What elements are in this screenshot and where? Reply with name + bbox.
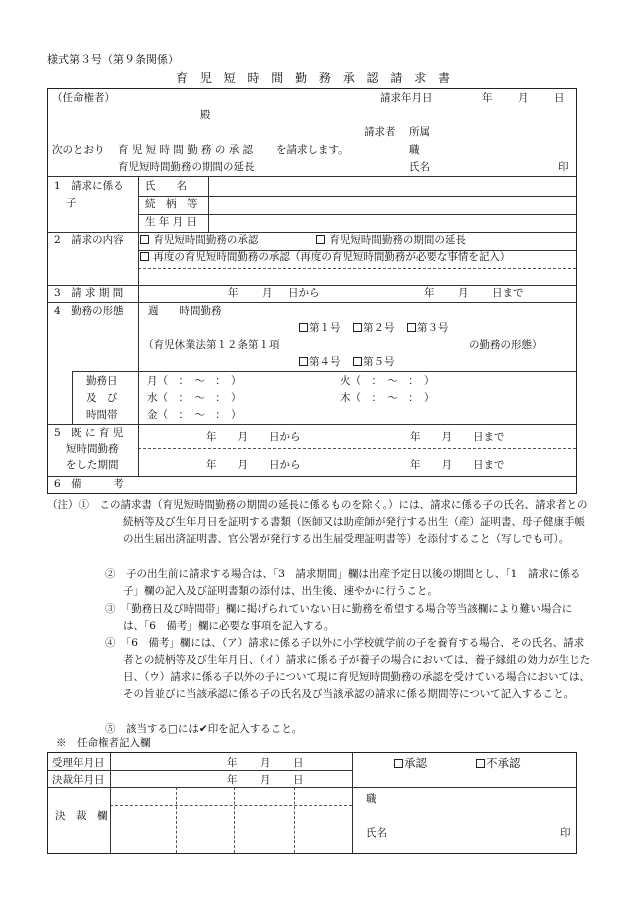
prior-period-1-from[interactable]: 年 月 日から bbox=[206, 431, 301, 443]
checkbox-icon[interactable] bbox=[476, 759, 485, 768]
remarks-field[interactable] bbox=[140, 476, 576, 493]
work-form-option-5[interactable] bbox=[353, 356, 395, 369]
note-text: この請求書（育児短時間勤務の期間の延長に係るものを除く。）には、請求に係る子の氏名、請求者との続柄等及び生年月日を証明する書類（医師又は助産師が発行する出生（産）証明書、母子健康手帳の出生届出済証明書、官公署が発行する出生届受理証明書等）を添付すること（写しでも可）。 bbox=[99, 499, 588, 545]
note-2 bbox=[47, 566, 592, 600]
note-number: ② bbox=[105, 568, 116, 580]
checkbox-icon[interactable] bbox=[316, 235, 325, 244]
period-from-month[interactable]: 月 bbox=[262, 287, 273, 299]
decision-month[interactable]: 月 bbox=[260, 774, 271, 786]
note-number: ⑤ bbox=[105, 723, 116, 735]
note-number: ③ bbox=[105, 603, 116, 615]
received-day[interactable]: 日 bbox=[293, 757, 304, 769]
decision-day[interactable]: 日 bbox=[293, 774, 304, 786]
checkbox-icon[interactable] bbox=[353, 323, 362, 332]
prior-period-1-to[interactable]: 年 月 日まで bbox=[410, 431, 505, 443]
section2-option-approval[interactable] bbox=[140, 234, 258, 247]
approval-column-label: 決 裁 欄 bbox=[55, 810, 108, 822]
period-from-day[interactable]: 日から bbox=[288, 287, 320, 299]
note-text: 該当する□には✔印を記入すること。 bbox=[126, 723, 303, 735]
note-number: ④ bbox=[105, 637, 116, 649]
period-from-year[interactable]: 年 bbox=[228, 287, 239, 299]
section2-label: 2 請求の内容 bbox=[54, 234, 124, 246]
schedule-thursday[interactable]: 木（ ： 〜 ： ） bbox=[340, 392, 435, 404]
work-form-option-2-label: 第２号 bbox=[363, 322, 395, 334]
note-number: ① bbox=[78, 499, 89, 511]
decision-date-label: 決裁年月日 bbox=[52, 774, 105, 786]
schedule-friday[interactable]: 金（ ： 〜 ： ） bbox=[147, 409, 242, 421]
note-3 bbox=[47, 601, 592, 635]
work-form-option-1-label: 第１号 bbox=[309, 322, 341, 334]
form-title: 育 児 短 時 間 勤 務 承 認 請 求 書 bbox=[176, 71, 454, 85]
request-date-day: 日 bbox=[554, 92, 565, 104]
child-name-label: 氏 名 bbox=[145, 180, 187, 192]
authority-heading: ※ 任命権者記入欄 bbox=[56, 737, 151, 749]
prior-period-2-from[interactable]: 年 月 日から bbox=[206, 459, 301, 471]
section1-label: 1 請求に係る bbox=[54, 180, 124, 192]
checkbox-icon[interactable] bbox=[407, 323, 416, 332]
received-month[interactable]: 月 bbox=[260, 757, 271, 769]
child-name-field[interactable] bbox=[208, 175, 576, 193]
section2-option-repeat[interactable] bbox=[140, 251, 510, 264]
checkbox-icon[interactable] bbox=[299, 357, 308, 366]
authority-position: 職 bbox=[366, 793, 377, 805]
section2-option-extension[interactable] bbox=[316, 234, 466, 247]
reject-option[interactable] bbox=[476, 757, 521, 771]
section5-label-2: 短時間勤務 bbox=[66, 443, 119, 455]
work-form-option-3[interactable] bbox=[407, 322, 449, 335]
schedule-monday[interactable]: 月（ ： 〜 ： ） bbox=[147, 375, 242, 387]
checkbox-icon[interactable] bbox=[353, 357, 362, 366]
section3-label: 3 請 求 期 間 bbox=[54, 287, 124, 299]
checkbox-icon[interactable] bbox=[299, 323, 308, 332]
received-year[interactable]: 年 bbox=[227, 757, 238, 769]
section5-label-1: 5 既 に 育 児 bbox=[54, 427, 124, 439]
statement-option-approval[interactable]: 育 児 短 時 間 勤 務 の 承 認 bbox=[118, 144, 254, 156]
form-number: 様式第３号（第９条関係） bbox=[47, 53, 179, 66]
child-birthdate-field[interactable] bbox=[208, 213, 576, 231]
section2-option-extension-label: 育児短時間勤務の期間の延長 bbox=[329, 234, 466, 246]
period-to-year[interactable]: 年 bbox=[424, 287, 435, 299]
authority-name: 氏名 bbox=[366, 827, 387, 839]
appointing-authority: （任命権者） bbox=[52, 92, 115, 104]
law-reference-suffix: の勤務の形態） bbox=[469, 339, 543, 351]
section2-option-repeat-label: 再度の育児短時間勤務の承認（再度の育児短時間勤務が必要な事情を記入） bbox=[153, 251, 511, 263]
work-form-option-2[interactable] bbox=[353, 322, 395, 335]
schedule-label-1: 勤務日 bbox=[86, 375, 118, 387]
work-form-option-5-label: 第５号 bbox=[363, 356, 395, 368]
requester-seal: 印 bbox=[558, 161, 569, 173]
note-4 bbox=[47, 635, 592, 703]
weekly-hours[interactable]: 週 時間勤務 bbox=[148, 305, 222, 317]
work-form-option-4-label: 第４号 bbox=[309, 356, 341, 368]
note-5 bbox=[47, 721, 592, 738]
requester-position: 職 bbox=[409, 144, 420, 156]
child-birthdate-label: 生 年 月 日 bbox=[145, 216, 198, 228]
schedule-wednesday[interactable]: 水（ ： 〜 ： ） bbox=[147, 392, 242, 404]
statement-prefix: 次のとおり bbox=[52, 144, 105, 156]
section6-label: 6 備 考 bbox=[54, 478, 124, 490]
note-text: 「勤務日及び時間帯」欄に掲げられていない日に勤務を希望する場合等当該欄により難い場合には、「6 備考」欄に必要な事項を記入する。 bbox=[123, 603, 573, 632]
section5-label-3: をした期間 bbox=[66, 459, 119, 471]
reject-label: 不承認 bbox=[486, 756, 521, 770]
approve-label: 承認 bbox=[404, 756, 427, 770]
honorific: 殿 bbox=[200, 109, 211, 121]
period-to-month[interactable]: 月 bbox=[458, 287, 469, 299]
schedule-label-3: 時間帯 bbox=[86, 409, 118, 421]
section2-option-approval-label: 育児短時間勤務の承認 bbox=[153, 234, 259, 246]
statement-suffix: を請求します。 bbox=[276, 144, 349, 156]
note-text: 子の出生前に請求する場合は、「3 請求期間」欄は出産予定日以後の期間とし、「1 請求に係る子」欄の記入及び証明書類の添付は、出生後、速やかに行うこと。 bbox=[123, 568, 581, 597]
request-date-label: 請求年月日 bbox=[380, 92, 433, 104]
requester-label: 請求者 bbox=[364, 126, 396, 138]
note-text: 「6 備考」欄には、（ア）請求に係る子以外に小学校就学前の子を養育する場合、その氏名、請求者との続柄等及び生年月日、（イ）請求に係る子が養子の場合においては、養子縁組の効力が生じた日、（ウ）請求に係る子以外の子について現に育児短時間勤務の承認を受けている場合においては、その旨並びに当該承認に係る子の氏名及び当該承認の請求に係る期間等について記入すること。 bbox=[123, 637, 591, 700]
law-reference-prefix: （育児休業法第１２条第１項 bbox=[143, 339, 280, 351]
child-relationship-field[interactable] bbox=[208, 195, 576, 213]
work-form-option-4[interactable] bbox=[299, 356, 341, 369]
schedule-label-2: 及 び bbox=[86, 392, 118, 404]
statement-option-extension[interactable]: 育児短時間勤務の期間の延長 bbox=[118, 161, 255, 173]
notes-intro: （注） bbox=[47, 499, 79, 511]
approve-option[interactable] bbox=[394, 757, 427, 771]
request-date-month: 月 bbox=[518, 92, 529, 104]
period-to-day[interactable]: 日まで bbox=[492, 287, 524, 299]
request-date-year: 年 bbox=[482, 92, 493, 104]
section4-label: 4 勤務の形態 bbox=[54, 305, 124, 317]
requester-affiliation: 所属 bbox=[409, 126, 430, 138]
work-form-option-1[interactable] bbox=[299, 322, 341, 335]
requester-name: 氏名 bbox=[409, 161, 430, 173]
work-form-option-3-label: 第３号 bbox=[417, 322, 449, 334]
prior-period-2-to[interactable]: 年 月 日まで bbox=[410, 459, 505, 471]
authority-seal: 印 bbox=[560, 827, 571, 839]
checkbox-icon[interactable] bbox=[394, 759, 403, 768]
child-relationship-label: 続 柄 等 bbox=[145, 198, 198, 210]
checkbox-icon[interactable] bbox=[140, 235, 149, 244]
decision-year[interactable]: 年 bbox=[227, 774, 238, 786]
received-date-label: 受理年月日 bbox=[52, 757, 105, 769]
schedule-tuesday[interactable]: 火（ ： 〜 ： ） bbox=[340, 375, 435, 387]
note-1 bbox=[47, 497, 592, 548]
section1-label-child: 子 bbox=[66, 197, 77, 209]
checkbox-icon[interactable] bbox=[140, 252, 149, 261]
